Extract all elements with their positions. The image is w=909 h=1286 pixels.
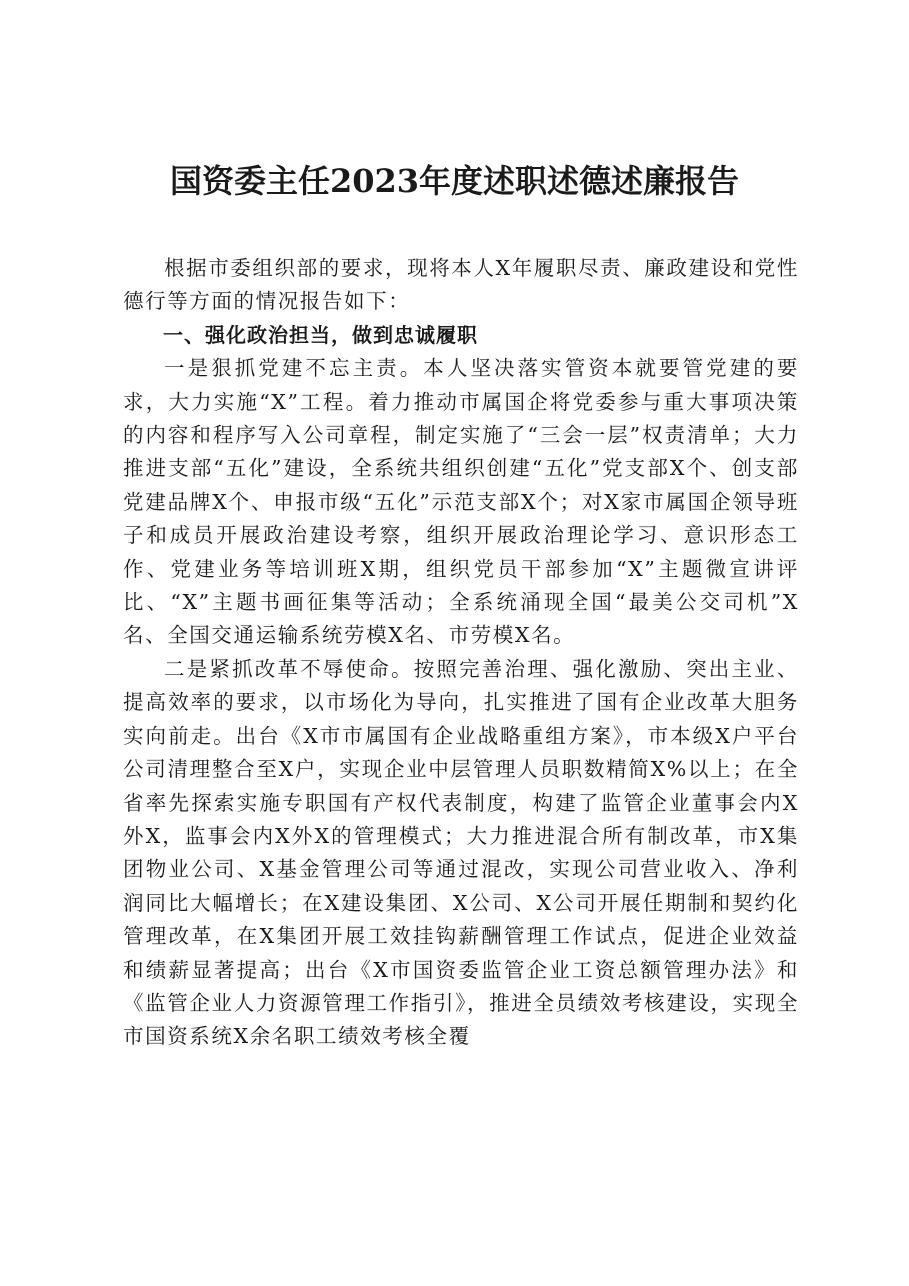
document-body: [123, 252, 799, 1054]
body-paragraph-1: 一是狠抓党建不忘主责。本人坚决落实管资本就要管党建的要求，大力实施“X”工程。着力推动市属国企将党委参与重大事项决策的内容和程序写入公司章程，制定实施了“三会一层”权责清单；大力推进支部“五化”建设，全系统共组织创建“五化”党支部X个、创支部党建品牌X个、申报市级“五化”示范支部X个；对X家市属国企领导班子和成员开展政治建设考察，组织开展政治理论学习、意识形态工作、党建业务等培训班X期，组织党员干部参加“X”主题微宣讲评比、“X”主题书画征集等活动；全系统涌现全国“最美公交司机”X名、全国交通运输系统劳模X名、市劳模X名。: [123, 356, 799, 648]
intro-paragraph: 根据市委组织部的要求，现将本人X年履职尽责、廉政建设和党性德行等方面的情况报告如下：: [123, 256, 799, 314]
section-heading-1: 一、强化政治担当，做到忠诚履职: [163, 322, 478, 347]
body-paragraph-2: 二是紧抓改革不辱使命。按照完善治理、强化激励、突出主业、提高效率的要求，以市场化为导向，扎实推进了国有企业改革大胆务实向前走。出台《X市市属国有企业战略重组方案》，市本级X户平台公司清理整合至X户，实现企业中层管理人员职数精简X%以上；在全省率先探索实施专职国有产权代表制度，构建了监管企业董事会内X外X，监事会内X外X的管理模式；大力推进混合所有制改革，市X集团物业公司、X基金管理公司等通过混改，实现公司营业收入、净利润同比大幅增长；在X建设集团、X公司、X公司开展任期制和契约化管理改革，在X集团开展工效挂钩薪酬管理工作试点，促进企业效益和绩薪显著提高；出台《X市国资委监管企业工资总额管理办法》和《监管企业人力资源管理工作指引》，推进全员绩效考核建设，实现全市国资系统X余名职工绩效考核全覆: [123, 656, 799, 1049]
document-title: 国资委主任2023年度述职述德述廉报告: [169, 162, 740, 200]
